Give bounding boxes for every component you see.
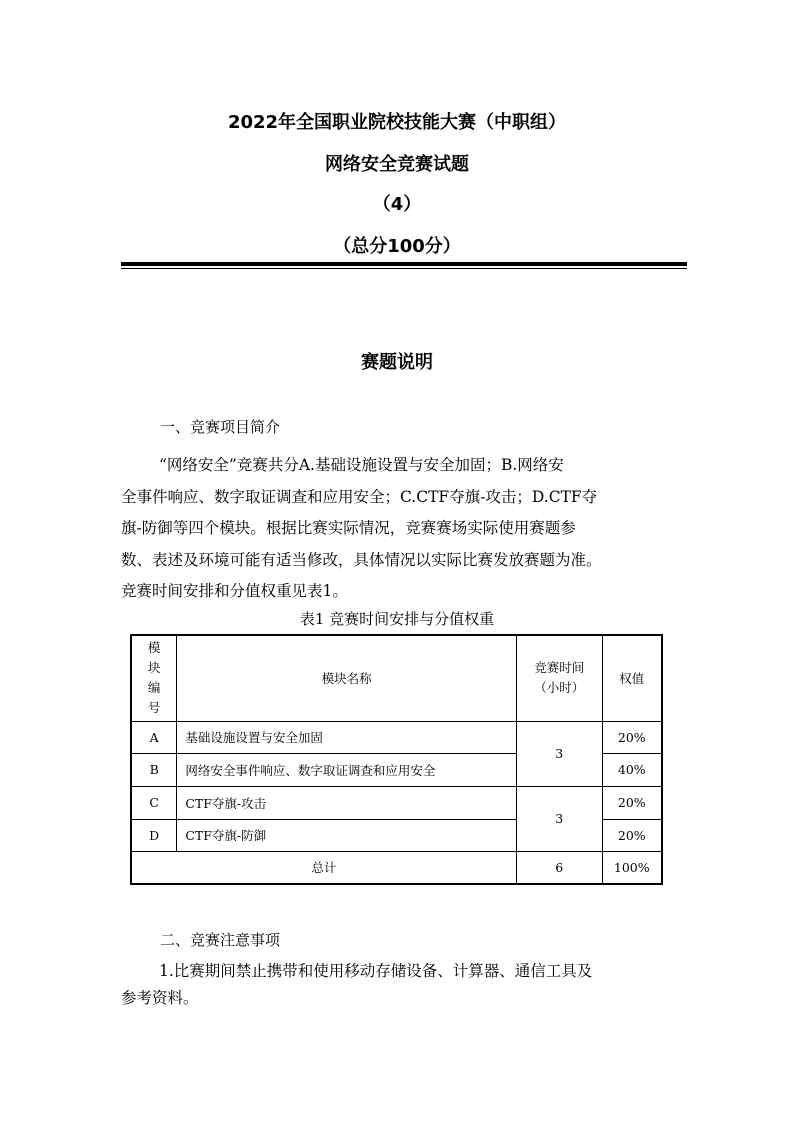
row-id: A	[131, 721, 177, 753]
total-duration: 6	[516, 851, 602, 884]
header-rule-thin	[121, 268, 687, 269]
total-weight: 100%	[602, 851, 662, 884]
table-caption: 表1 竞赛时间安排与分值权重	[299, 610, 495, 628]
para-line: 全事件响应、数字取证调查和应用安全；C.CTF夺旗-攻击；D.CTF夺	[121, 487, 598, 506]
section-heading: 赛题说明	[361, 352, 433, 373]
row-weight: 20%	[602, 721, 662, 753]
para-line: “网络安全”竞赛共分A.基础设施设置与安全加固；B.网络安	[159, 456, 564, 474]
header-module-id: 模 块 编 号	[131, 635, 177, 721]
row-weight: 20%	[602, 786, 662, 819]
schedule-table	[130, 634, 663, 885]
doc-title-line2: 网络安全竞赛试题	[325, 154, 469, 175]
doc-title-line4: （总分100分）	[333, 236, 461, 257]
row-duration: 3	[516, 721, 602, 786]
note-line: 参考资料。	[121, 989, 199, 1007]
table-header-row	[131, 635, 662, 721]
row-weight: 40%	[602, 753, 662, 786]
section1-paragraph	[121, 450, 681, 608]
doc-title-line3: （4）	[372, 194, 422, 215]
row-name: CTF夺旗-攻击	[177, 786, 517, 819]
table-row	[131, 721, 662, 753]
row-name: CTF夺旗-防御	[177, 819, 517, 851]
row-id: C	[131, 786, 177, 819]
section2-title: 二、竞赛注意事项	[160, 931, 281, 949]
row-id: D	[131, 819, 177, 851]
row-name: 基础设施设置与安全加固	[177, 721, 517, 753]
para-line: 旗-防御等四个模块。根据比赛实际情况，竞赛赛场实际使用赛题参	[121, 519, 576, 537]
header-weight: 权值	[602, 635, 662, 721]
note-line: 1.比赛期间禁止携带和使用移动存储设备、计算器、通信工具及	[159, 962, 593, 980]
header-rule-thick	[121, 262, 687, 266]
table-total-row	[131, 851, 662, 884]
doc-title-line1: 2022年全国职业院校技能大赛（中职组）	[227, 112, 567, 133]
para-line: 竞赛时间安排和分值权重见表1。	[121, 582, 348, 600]
header-module-name: 模块名称	[177, 635, 517, 721]
section2-item1	[121, 958, 681, 1012]
row-duration: 3	[516, 786, 602, 851]
section1-title: 一、竞赛项目简介	[160, 418, 281, 436]
para-line: 数、表述及环境可能有适当修改，具体情况以实际比赛发放赛题为准。	[121, 550, 602, 569]
row-weight: 20%	[602, 819, 662, 851]
row-name: 网络安全事件响应、数字取证调查和应用安全	[177, 753, 517, 786]
total-label: 总计	[131, 851, 516, 884]
header-duration: 竞赛时间 （小时）	[516, 635, 602, 721]
table-row	[131, 786, 662, 819]
row-id: B	[131, 753, 177, 786]
